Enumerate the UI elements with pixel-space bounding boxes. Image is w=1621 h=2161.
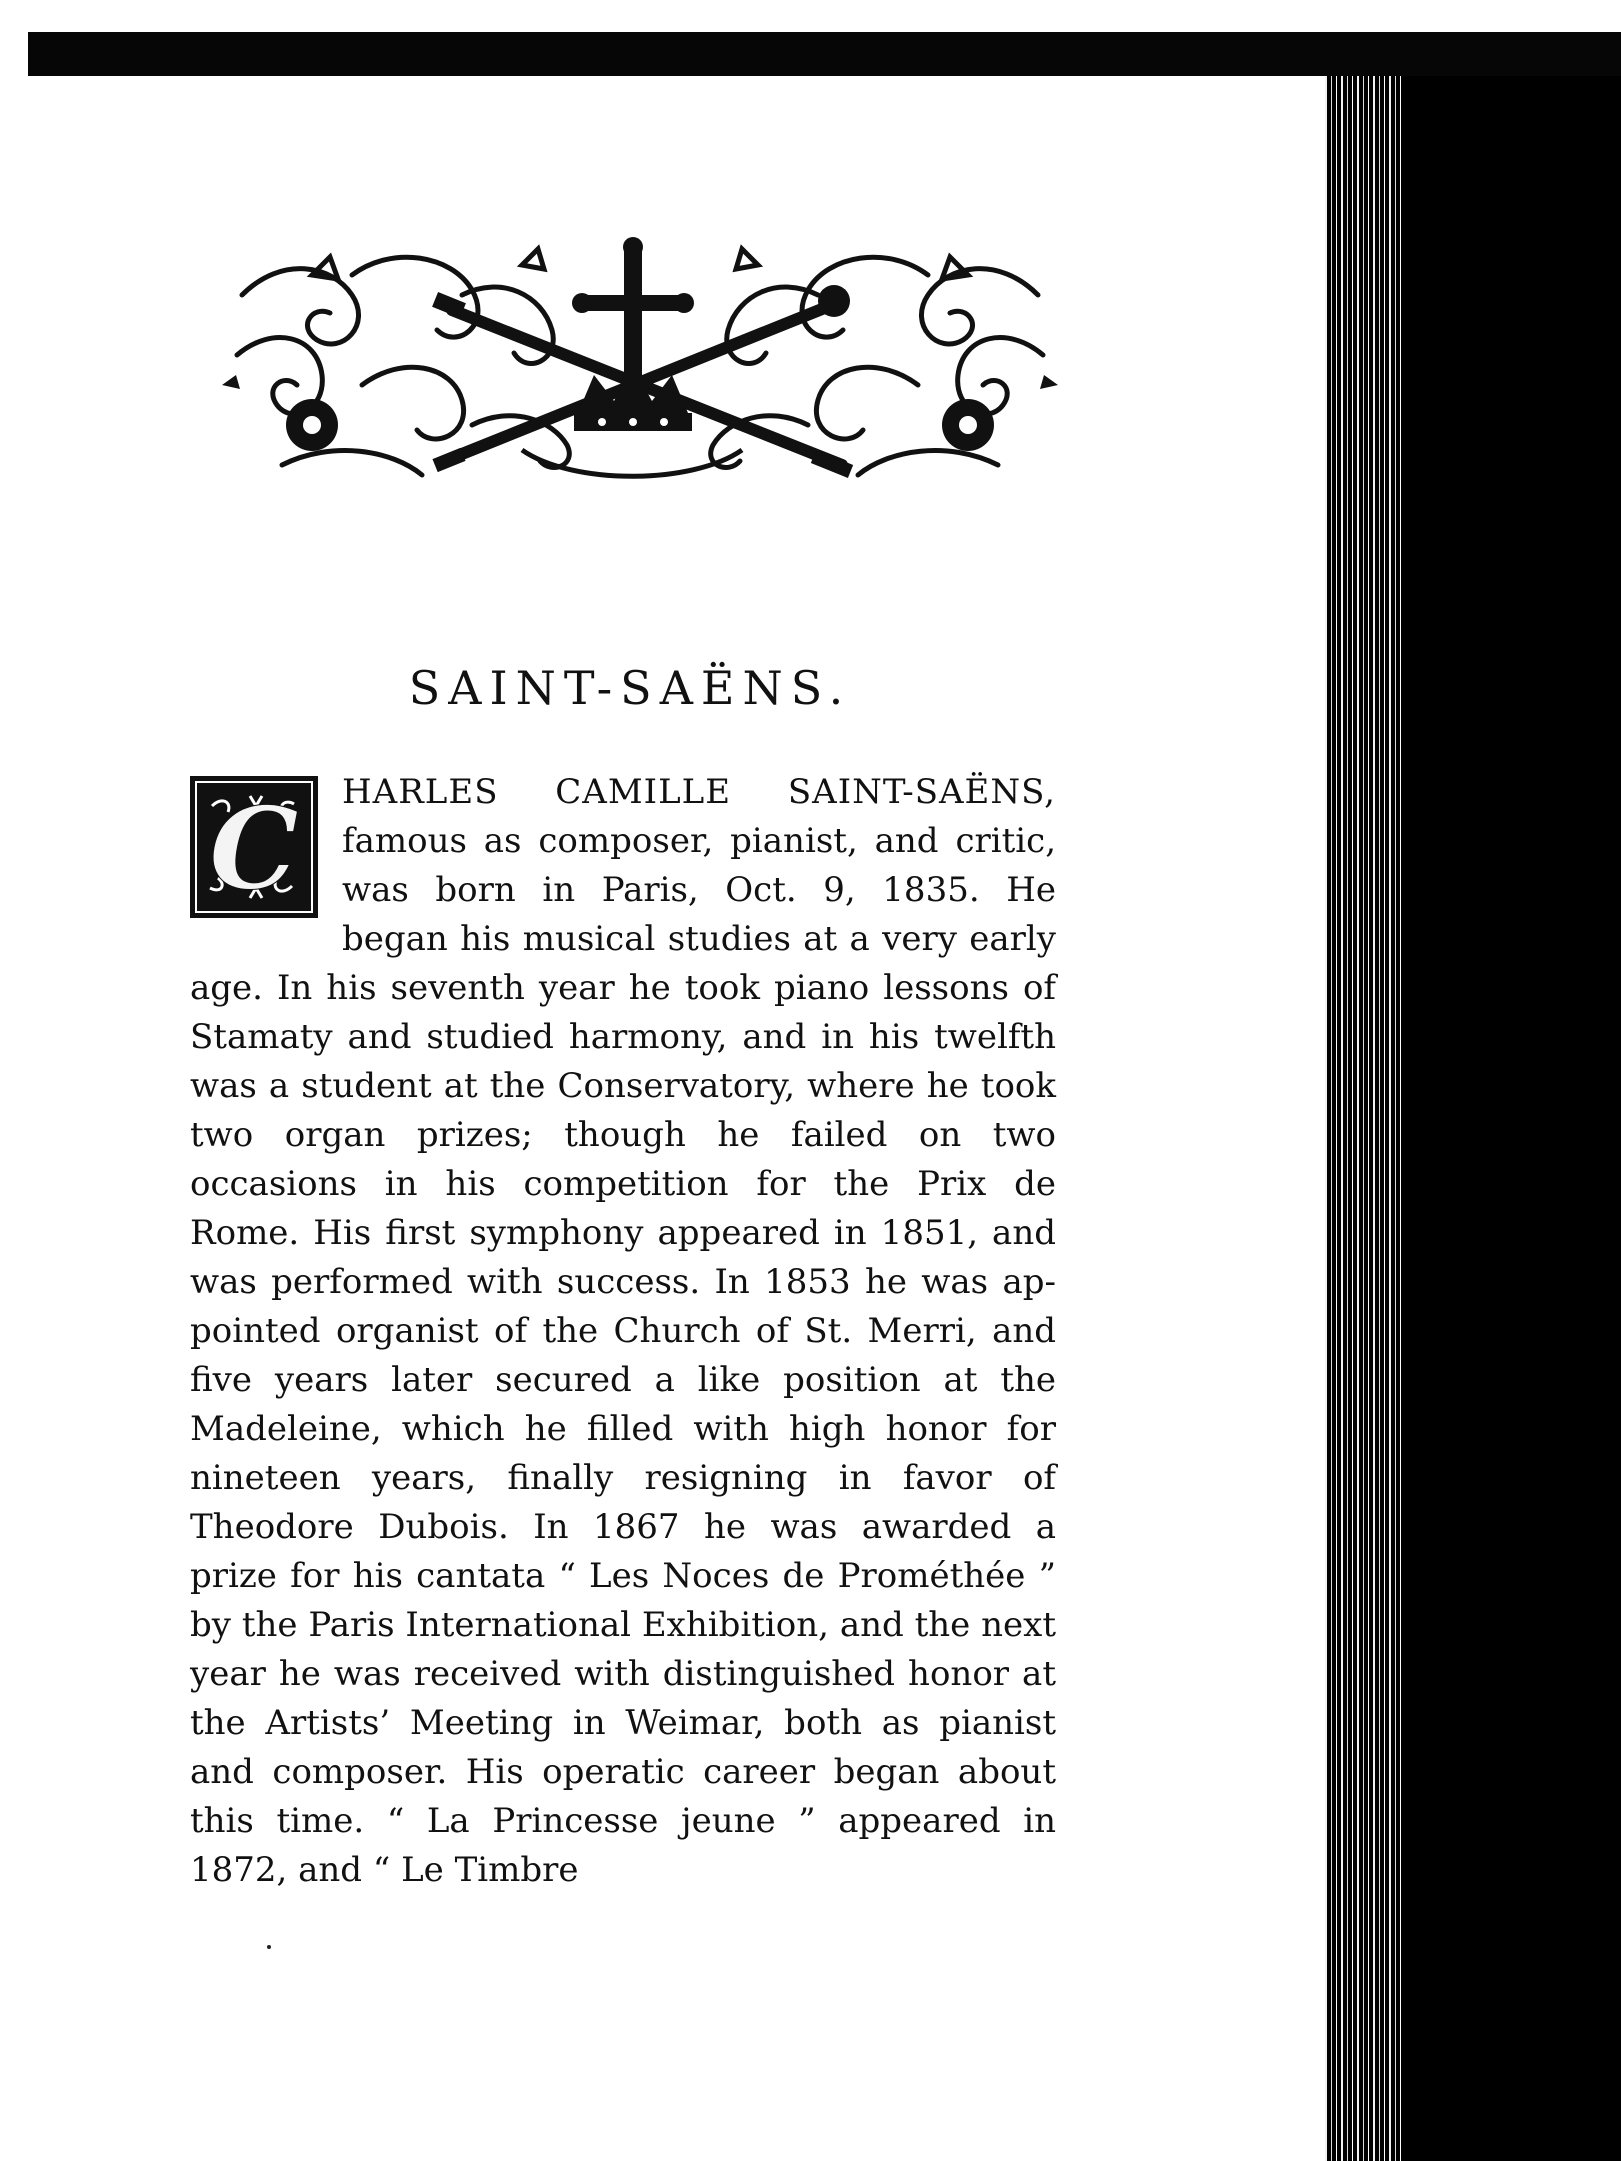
- opening-words: HARLES CAMILLE SAINT-SAËNS,: [342, 772, 1056, 812]
- page-edge-stripes: [1325, 76, 1405, 2161]
- scan-speck: [267, 1945, 271, 1949]
- headpiece-ornament: [222, 235, 1058, 487]
- drop-cap: [190, 776, 318, 918]
- article-body: [190, 768, 1056, 1895]
- body-text: famous as composer, pianist, and critic, was born in Paris, Oct. 9, 1835. He began his musical studies at a very early age. In his seventh year he took piano lessons of Stamaty and studied harmony, and in his twelfth was a student at the Conservatory, where he took two organ prizes; though he failed on two occasions in his competition for the Prix de Rome. His first symphony appeared in 1851, and was performed with success. In 1853 he was appointed organist of the Church of St. Merri, and five years later secured a like position at the Madeleine, which he filled with high honor for nineteen years, finally resigning in favor of Theodore Dubois. In 1867 he was awarded a prize for his cantata “ Les Noces de Prométhée ” by the Paris International Exhibition, and the next year he was received with distinguished honor at the Artists’ Meeting in Weimar, both as pianist and composer. His operatic career began about this time. “ La Princesse jeune ” appeared in 1872, and “ Le Timbre: [190, 821, 1056, 1890]
- scan-top-border: [28, 32, 1621, 76]
- drop-cap-letter: C: [209, 784, 299, 915]
- chapter-title: SAINT-SAËNS.: [408, 661, 852, 715]
